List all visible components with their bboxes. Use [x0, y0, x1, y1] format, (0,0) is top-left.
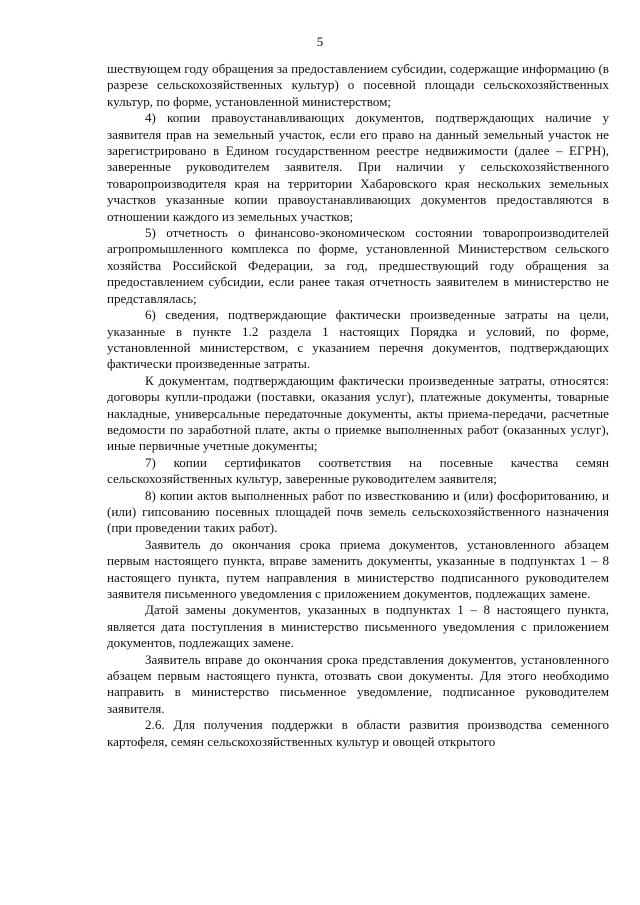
paragraph-section-2-6: 2.6. Для получения поддержки в области развития производства семенного картофеля, семян сельскохозяйственных культур и овощей открытого: [107, 717, 609, 749]
paragraph-replacement-date: Датой замены документов, указанных в подпунктах 1 – 8 настоящего пункта, является дата поступления в министерство письменного уведомления с приложением документов, подлежащих замене.: [107, 602, 609, 651]
paragraph-item-8: 8) копии актов выполненных работ по известкованию и (или) фосфоритованию, и (или) гипсованию посевных площадей почв земель сельскохозяйственного назначения (при проведении таких работ).: [107, 487, 609, 536]
paragraph-item-4: 4) копии правоустанавливающих документов, подтверждающих наличие у заявителя прав на земельный участок, если его право на данный земельный участок не зарегистрировано в Едином государственном реестре недвижимости (далее – ЕГРН), заверенные руководителем заявителя. При наличии у сельскохозяйственного товаропроизводителя края на территории Хабаровского края нескольких земельных участков указанные копии правоустанавливающих документов предоставляются в отношении каждого из земельных участков;: [107, 110, 609, 224]
paragraph-continuation: шествующем году обращения за предоставлением субсидии, содержащие информацию (в разрезе сельскохозяйственных культур) о посевной площади сельскохозяйственных культур, по форме, установленной министерством;: [107, 61, 609, 109]
page-number: 5: [316, 34, 324, 49]
paragraph-expense-documents: К документам, подтверждающим фактически произведенные затраты, относятся: договоры купли-продажи (поставки, оказания услуг), платежные документы, товарные накладные, универсальные передаточные документы, акты приема-передачи, расчетные ведомости по заработной плате, акты о приемке выполненных работ (оказанных услуг), иные первичные учетные документы;: [107, 372, 609, 454]
document-body: [107, 61, 609, 750]
paragraph-item-7: 7) копии сертификатов соответствия на посевные качества семян сельскохозяйственных культур, заверенные руководителем заявителя;: [107, 454, 609, 487]
paragraph-item-6: 6) сведения, подтверждающие фактически произведенные затраты на цели, указанные в пункте 1.2 раздела 1 настоящих Порядка и условий, по форме, установленной министерством, с указанием перечня документов, подтверждающих фактически произведенные затраты.: [107, 307, 609, 372]
paragraph-document-replacement: Заявитель до окончания срока приема документов, установленного абзацем первым настоящего пункта, вправе заменить документы, указанные в подпунктах 1 – 8 настоящего пункта, путем направления в министерство подписанного руководителем заявителя письменного уведомления с приложением документов, подлежащих замене.: [107, 536, 609, 601]
paragraph-document-withdrawal: Заявитель вправе до окончания срока представления документов, установленного абзацем первым настоящего пункта, отозвать свои документы. Для этого необходимо направить в министерство письменное уведомление, подписанное руководителем заявителя.: [107, 651, 609, 716]
paragraph-item-5: 5) отчетность о финансово-экономическом состоянии товаропроизводителей агропромышленного комплекса по форме, установленной Министерством сельского хозяйства Российской Федерации, за год, предшествующий году обращения за предоставлением субсидии, если ранее такая отчетность заявителем в министерство не представлялась;: [107, 225, 609, 306]
